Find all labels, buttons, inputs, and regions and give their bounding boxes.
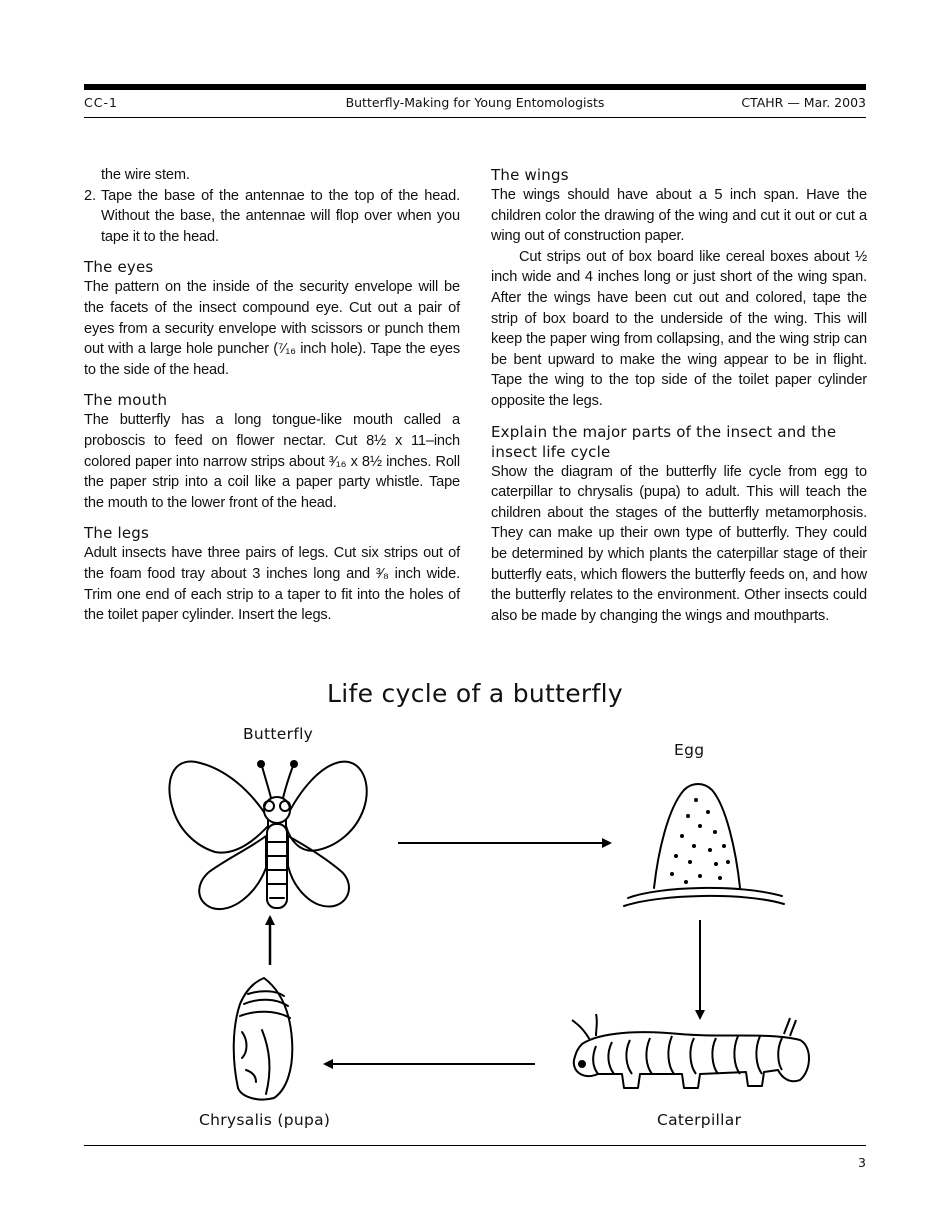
explain-heading: Explain the major parts of the insect and the insect life cycle (491, 422, 837, 461)
header-title: Butterfly-Making for Young Entomologists (345, 95, 605, 110)
legs-heading: The legs (84, 524, 149, 543)
page-number: 3 (858, 1155, 866, 1170)
diagram-title: Life cycle of a butterfly (327, 679, 623, 708)
caterpillar-label: Caterpillar (657, 1111, 742, 1129)
butterfly-drawing (169, 761, 366, 909)
eyes-fraction: ⁷⁄₁₆ (277, 341, 296, 358)
legs-text-b: inch wide. Trim one end of each strip to a taper to fit into the holes of the toilet paper cylinder. Insert the legs. (84, 565, 460, 624)
header-source: CTAHR — Mar. 2003 (741, 95, 866, 110)
caterpillar-drawing (572, 1014, 809, 1088)
eyes-heading: The eyes (84, 258, 154, 277)
mouth-text-a: The butterfly has a long tongue-like mouth called a proboscis to feed on flower nectar. Cut 8½ x 11–inch colored paper into narrow strips about (84, 412, 460, 470)
mouth-heading: The mouth (84, 391, 168, 410)
header-code: CC-1 (84, 95, 118, 110)
legs-fraction: ³⁄₈ (375, 565, 389, 582)
butterfly-label: Butterfly (243, 725, 314, 743)
legs-text-a: Adult insects have three pairs of legs. Cut six strips out of the foam food tray about 3 inches long and (84, 545, 460, 582)
chrysalis-label: Chrysalis (pupa) (199, 1111, 331, 1129)
step-continuation: the wire stem. (101, 167, 190, 183)
eyes-text-b: inch hole). Tape the eyes to the side of the head. (84, 341, 460, 378)
explain-paragraph: Show the diagram of the butterfly life cycle from egg to caterpillar to chrysalis (pupa) to adult. This will teach the children about the stages of the butterfly metamorphosis. They can make up their own type of butterfly. They could be determined by which plants the caterpillar stage of their butterfly eats, which flowers the butterfly feeds on, and how the butterfly relates to the environment. Other insects could also be made by changing the wings and mouthparts. (491, 463, 867, 624)
step-2-text: Tape the base of the antennae to the top of the head. Without the base, the antennae will flop over when you tape it to the head. (101, 187, 460, 245)
wings-paragraph-2: Cut strips out of box board like cereal boxes about ½ inch wide and 4 inches long or just short of the wing span. After the wings have been cut out and colored, tape the strip of box board to the underside of the wing. This will keep the paper wing from collapsing, and the wing strip can be bent upward to make the wing appear to be in flight. Tape the wing to the top side of the toilet paper cylinder opposite the legs. (491, 248, 867, 409)
wings-heading: The wings (491, 166, 569, 184)
chrysalis-drawing (234, 978, 293, 1100)
mouth-fraction: ³⁄₁₆ (328, 453, 347, 470)
eyes-text-a: The pattern on the inside of the security envelope will be the facets of the insect compound eye. Cut out a pair of eyes from a security envelope with scissors or punch them out with a large hole puncher ( (84, 279, 460, 358)
step-2-number: 2. (84, 187, 96, 204)
wings-paragraph-1: The wings should have about a 5 inch span. Have the children color the drawing of the wing and cut it out or cut a wing out of construction paper. (491, 187, 867, 245)
egg-label: Egg (674, 741, 705, 759)
mouth-text-b: x 8½ inches. Roll the paper strip into a coil like a paper party whistle. Tape the mouth to the lower front of the head. (84, 453, 460, 511)
footer-rule (84, 1145, 866, 1146)
egg-drawing (624, 784, 784, 906)
